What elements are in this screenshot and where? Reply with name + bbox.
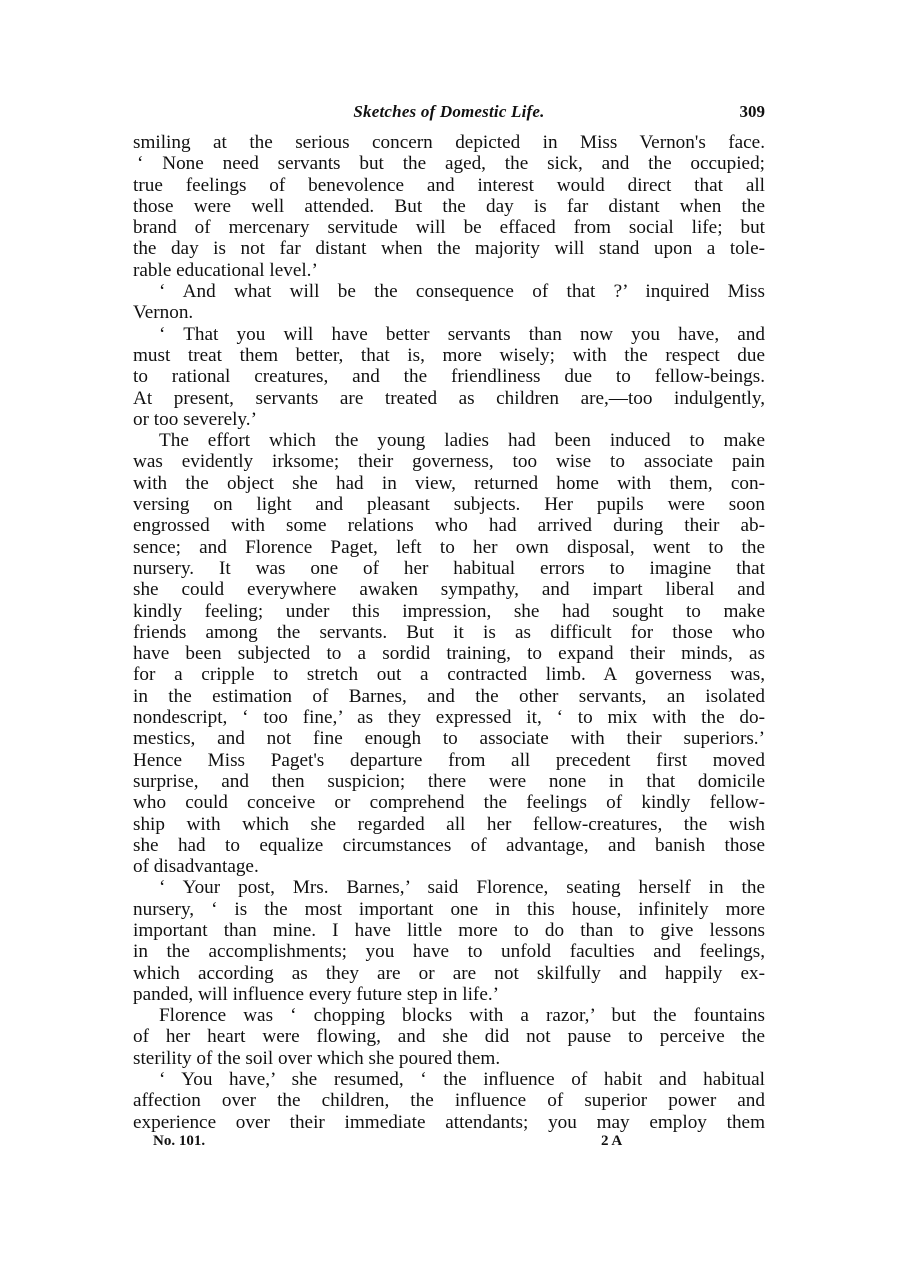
text-line: ship with which she regarded all her fellow-creatures, the wish [133,813,765,835]
text-line: of disadvantage. [133,856,259,878]
text-line: must treat them better, that is, more wisely; with the respect due [133,344,765,366]
text-line: Hence Miss Paget's departure from all precedent first moved [133,749,765,771]
text-line: she had to equalize circumstances of advantage, and banish those [133,834,765,856]
text-line: sterility of the soil over which she poured them. [133,1047,501,1069]
text-line: in the estimation of Barnes, and the other servants, an isolated [133,685,765,707]
text-line: important than mine. I have little more to do than to give lessons [133,919,765,941]
text-line: or too severely.’ [133,408,257,430]
running-head [133,100,765,126]
text-line: nursery. It was one of her habitual errors to imagine that [133,557,765,579]
text-line: panded, will influence every future step in life.’ [133,983,500,1005]
text-line: nursery, ‘ is the most important one in this house, infinitely more [133,898,765,920]
text-line: kindly feeling; under this impression, she had sought to make [133,600,765,622]
text-line: have been subjected to a sordid training, to expand their minds, as [133,643,765,665]
text-line: the day is not far distant when the majority will stand upon a tole- [133,238,765,260]
text-line: smiling at the serious concern depicted in Miss Vernon's face. [133,132,765,153]
text-line: friends among the servants. But it is as difficult for those who [133,621,765,643]
text-line: of her heart were flowing, and she did not pause to perceive the [133,1026,765,1048]
text-line: brand of mercenary servitude will be effaced from social life; but [133,217,765,239]
issue-number: No. 101. [153,1132,206,1149]
text-line: ‘ And what will be the consequence of that ?’ inquired Miss [159,281,765,303]
book-page [133,100,765,1155]
text-line: The effort which the young ladies had been induced to make [159,430,765,452]
text-line: engrossed with some relations who had arrived during their ab- [133,515,765,537]
text-line: was evidently irksome; their governess, too wise to associate pain [133,451,765,473]
page-number: 309 [739,102,765,121]
text-line: Florence was ‘ chopping blocks with a razor,’ but the fountains [159,1005,765,1027]
text-line: true feelings of benevolence and interest would direct that all [133,174,765,196]
text-line: sence; and Florence Paget, left to her own disposal, went to the [133,536,765,558]
text-line: affection over the children, the influence of superior power and [133,1090,765,1112]
text-line: she could everywhere awaken sympathy, and impart liberal and [133,579,765,601]
text-line: ‘ That you will have better servants than now you have, and [159,323,765,345]
text-line: At present, servants are treated as children are,—too indulgently, [133,387,765,409]
text-line: experience over their immediate attendants; you may employ them [133,1111,765,1133]
text-line: in the accomplishments; you have to unfold faculties and feelings, [133,941,765,963]
text-line: with the object she had in view, returned home with them, con- [133,472,765,494]
text-line: Vernon. [133,302,194,324]
text-line: who could conceive or comprehend the feelings of kindly fellow- [133,792,765,814]
text-line: to rational creatures, and the friendliness due to fellow-beings. [133,366,765,388]
text-line: mestics, and not fine enough to associate with their superiors.’ [133,728,765,750]
body-text [133,132,765,1133]
page-footer [133,1133,765,1155]
text-line: ‘ Your post, Mrs. Barnes,’ said Florence, seating herself in the [159,877,765,899]
text-line: nondescript, ‘ too fine,’ as they expressed it, ‘ to mix with the do- [133,707,765,729]
text-line: those were well attended. But the day is far distant when the [133,195,765,217]
text-line: ‘ You have,’ she resumed, ‘ the influence of habit and habitual [159,1069,765,1091]
text-line: ‘ None need servants but the aged, the sick, and the occupied; [137,153,765,175]
signature-mark: 2 A [601,1132,623,1149]
text-line: surprise, and then suspicion; there were none in that domicile [133,770,765,792]
text-line: versing on light and pleasant subjects. Her pupils were soon [133,494,765,516]
text-line: rable educational level.’ [133,259,318,281]
text-line: for a cripple to stretch out a contracted limb. A governess was, [133,664,765,686]
running-title: Sketches of Domestic Life. [353,102,545,121]
text-line: which according as they are or are not skilfully and happily ex- [133,962,765,984]
